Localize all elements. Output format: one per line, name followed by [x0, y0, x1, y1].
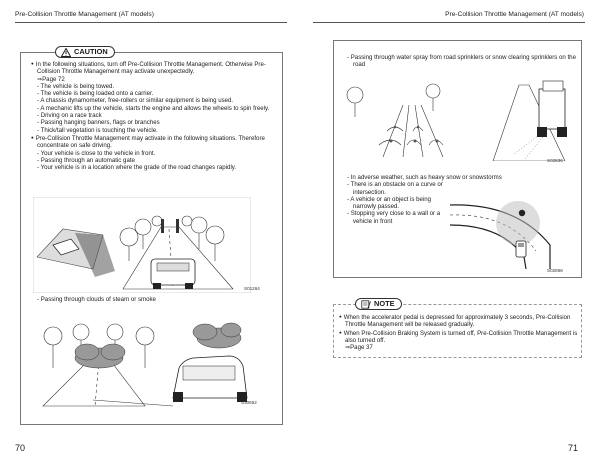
illustration-steam-smoke	[33, 310, 251, 408]
illustration-water-spray	[343, 75, 569, 161]
caution-item: - Driving on a race track	[30, 112, 278, 119]
caution-item: - A chassis dynamometer, free-rollers or similar equipment is being used.	[30, 97, 278, 104]
caution-item: - The vehicle is being towed.	[30, 83, 278, 90]
figure-code: S01264	[244, 286, 260, 291]
caution-item: - Your vehicle is close to the vehicle in front.	[30, 150, 278, 157]
caution-item: - Your vehicle is in a location where the grade of the road changes rapidly.	[30, 164, 278, 171]
note-text	[338, 313, 580, 351]
caution-item: - A vehicle or an object is being narrowly passed.	[340, 196, 444, 211]
caution-item: - In adverse weather, such as heavy snow or snowstorms	[340, 174, 580, 181]
caution-item: - Stopping very close to a wall or a vehicle in front	[340, 210, 444, 225]
caution-item: - Thick/tall vegetation is touching the vehicle.	[30, 127, 278, 134]
illustration-curve-obstacle	[446, 185, 570, 269]
note-bullet-2: ● When Pre-Collision Braking System is turned off, Pre-Collision Throttle Management is also turned off.	[338, 329, 580, 345]
caution-badge	[55, 46, 115, 58]
caution-title: CAUTION	[74, 47, 108, 56]
caution-item: - Passing through water spray from road sprinklers or snow clearing sprinklers on the road	[340, 54, 580, 69]
spray-text	[340, 54, 580, 69]
note-badge	[355, 298, 402, 310]
caution-text-continued	[30, 296, 278, 303]
header-rule-right	[313, 22, 585, 23]
caution-text	[30, 60, 278, 171]
caution-item: - The vehicle is being loaded onto a carrier.	[30, 90, 278, 97]
note-ref-link[interactable]: ⇒ Page 37	[338, 344, 580, 351]
caution-bullet-1: ● In the following situations, turn off Pre-Collision Throttle Management. Otherwise Pre-Collision Throttle Management may activate unexpectedly.	[30, 60, 278, 76]
header-rule-left	[15, 22, 287, 23]
note-pencil-icon	[361, 300, 371, 309]
caution-ref-link[interactable]: ⇒ Page 72	[30, 76, 278, 83]
page-header-left: Pre-Collision Throttle Management (AT models)	[15, 11, 154, 18]
figure-code: S30652	[241, 400, 257, 405]
page-header-right: Pre-Collision Throttle Management (AT models)	[445, 11, 584, 18]
note-bullet-1: ● When the accelerator pedal is depressed for approximately 3 seconds, Pre-Collision Throttle Management will be released gradually.	[338, 313, 580, 329]
caution-item: - A mechanic lifts up the vehicle, starts the engine and allows the wheels to spin freely.	[30, 105, 278, 112]
figure-code: S02868	[547, 268, 563, 273]
page-number-right: 71	[568, 443, 579, 453]
weather-text	[340, 174, 502, 225]
caution-item: - There is an obstacle on a curve or intersection.	[340, 181, 444, 196]
page-number-left: 70	[15, 443, 26, 453]
caution-item: - Passing hanging banners, flags or branches	[30, 119, 278, 126]
warning-triangle-icon	[61, 48, 71, 57]
caution-item: - Passing through clouds of steam or smoke	[30, 296, 278, 303]
illustration-automatic-gate	[33, 197, 251, 293]
caution-item: - Passing through an automatic gate	[30, 157, 278, 164]
caution-bullet-2: ● Pre-Collision Throttle Management may activate in the following situations. Therefore concentrate on safe driving.	[30, 134, 278, 150]
figure-code: S02836	[547, 158, 563, 163]
note-title: NOTE	[374, 299, 395, 308]
